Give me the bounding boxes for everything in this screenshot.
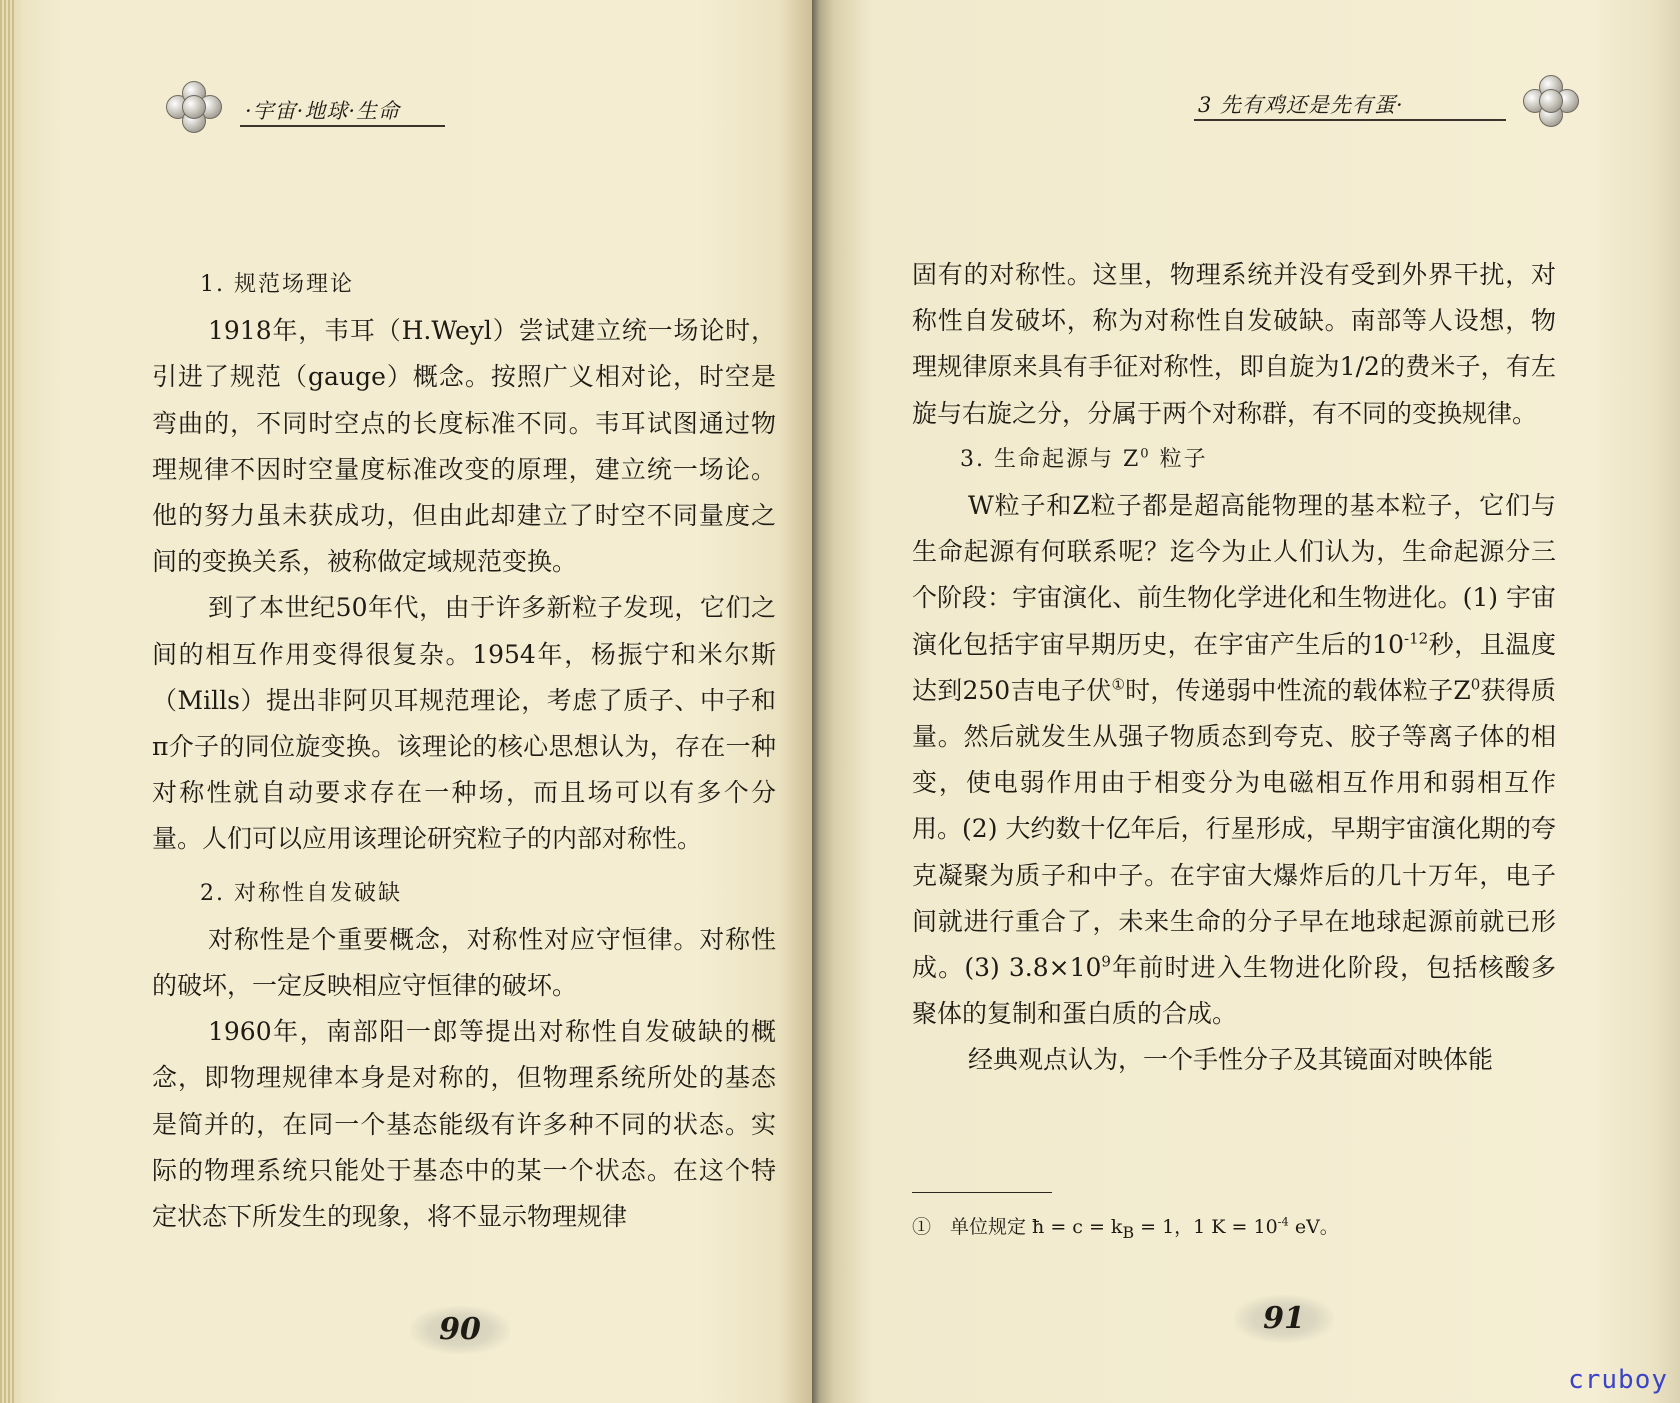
page-edge-strip bbox=[0, 0, 16, 1403]
right-text-body bbox=[912, 252, 1556, 1084]
section-heading-3 bbox=[912, 437, 1556, 483]
molecule-logo-icon bbox=[1519, 71, 1581, 131]
section-heading-3-tail: 粒子 bbox=[1150, 446, 1208, 472]
left-header bbox=[0, 75, 812, 145]
molecule-logo-icon bbox=[162, 77, 224, 137]
superscript: -4 bbox=[1277, 1214, 1289, 1229]
page-number-right: 91 bbox=[1234, 1295, 1334, 1343]
superscript: 0 bbox=[1140, 446, 1151, 462]
footnote-text: eV。 bbox=[1288, 1216, 1339, 1238]
left-page bbox=[0, 0, 812, 1403]
paragraph: 到了本世纪50年代，由于许多新粒子发现，它们之间的相互作用变得很复杂。1954年，杨振宁和米尔斯（Mills）提出非阿贝耳规范理论，考虑了质子、中子和π介子的同位旋变换。该理论的核心思想认为，存在一种对称性就自动要求存在一种场，而且场可以有多个分量。人们可以应用该理论研究粒子的内部对称性。 bbox=[152, 593, 776, 854]
paragraph: 对称性是个重要概念，对称性对应守恒律。对称性的破坏，一定反映相应守恒律的破坏。 bbox=[152, 924, 776, 1001]
right-header-title: 3 先有鸡还是先有蛋· bbox=[1198, 93, 1404, 117]
text-run: 获得质量。然后就发生从强子物质态到夸克、胶子等离子体的相变，使电弱作用由于相变分为电磁相互作用和弱相互作用。(2) 大约数十亿年后，行星形成，早期宇宙演化期的夸克凝聚为质子和中子。在宇宙大爆炸后的几十万年，电子间就进行重合了，未来生命的分子早在地球起源前就已形成。(3) 3.8×10 bbox=[912, 675, 1556, 983]
left-text-body bbox=[152, 262, 776, 1240]
text-run: 时，传递弱中性流的载体粒子Z bbox=[1125, 675, 1471, 705]
superscript: -12 bbox=[1404, 629, 1429, 648]
right-header-rule bbox=[1194, 119, 1506, 121]
section-heading-1: 1. 规范场理论 bbox=[200, 272, 354, 297]
footnote-rule bbox=[912, 1192, 1052, 1193]
right-page bbox=[812, 0, 1680, 1403]
left-header-title: ·宇宙·地球·生命 bbox=[245, 99, 401, 123]
footnote-text: = 1，1 K = 10 bbox=[1134, 1216, 1278, 1238]
right-header bbox=[812, 75, 1680, 145]
superscript: 0 bbox=[1470, 675, 1481, 694]
paragraph: 经典观点认为，一个手性分子及其镜面对映体能 bbox=[968, 1045, 1494, 1075]
paragraph: 固有的对称性。这里，物理系统并没有受到外界干扰，对称性自发破坏，称为对称性自发破缺。南部等人设想，物理规律原来具有手征对称性，即自旋为1/2的费米子，有左旋与右旋之分，分属于两个对称群，有不同的变换规律。 bbox=[912, 260, 1556, 428]
text-run: 秒，且温度达到250吉电子伏 bbox=[912, 629, 1556, 705]
section-heading-3-text: 3. 生命起源与 Z bbox=[960, 446, 1141, 472]
text-run: W粒子和Z粒子都是超高能物理的基本粒子，它们与生命起源有何联系呢？迄今为止人们认为，生命起源分三个阶段：宇宙演化、前生物化学进化和生物进化。(1) 宇宙演化包括宇宙早期历史，在宇宙产生后的10 bbox=[912, 491, 1556, 659]
scanner-watermark: cruboy bbox=[1568, 1365, 1668, 1395]
footnote-marker: ① bbox=[1111, 675, 1126, 694]
subscript: B bbox=[1122, 1222, 1135, 1242]
paragraph: 1960年，南部阳一郎等提出对称性自发破缺的概念，即物理规律本身是对称的，但物理系统所处的基态是简并的，在同一个基态能级有许多种不同的状态。实际的物理系统只能处于基态中的某一个状态。在这个特定状态下所发生的现象，将不显示物理规律 bbox=[152, 1017, 776, 1232]
text-run: 年前时进入生物进化阶段，包括核酸多聚体的复制和蛋白质的合成。 bbox=[912, 953, 1556, 1029]
page-number-left: 90 bbox=[410, 1306, 510, 1354]
paragraph: 1918年，韦耳（H.Weyl）尝试建立统一场论时，引进了规范（gauge）概念。按照广义相对论，时空是弯曲的，不同时空点的长度标准不同。韦耳试图通过物理规律不因时空量度标准改变的原理，建立统一场论。他的努力虽未获成功，但由此却建立了时空不同量度之间的变换关系，被称做定域规范变换。 bbox=[152, 316, 776, 577]
left-header-rule bbox=[240, 125, 445, 127]
section-heading-2: 2. 对称性自发破缺 bbox=[200, 880, 402, 906]
paragraph bbox=[912, 483, 1556, 1037]
superscript: 9 bbox=[1101, 952, 1111, 971]
footnote bbox=[912, 1212, 1339, 1242]
footnote-text: ① 单位规定 ħ = c = k bbox=[912, 1216, 1123, 1238]
